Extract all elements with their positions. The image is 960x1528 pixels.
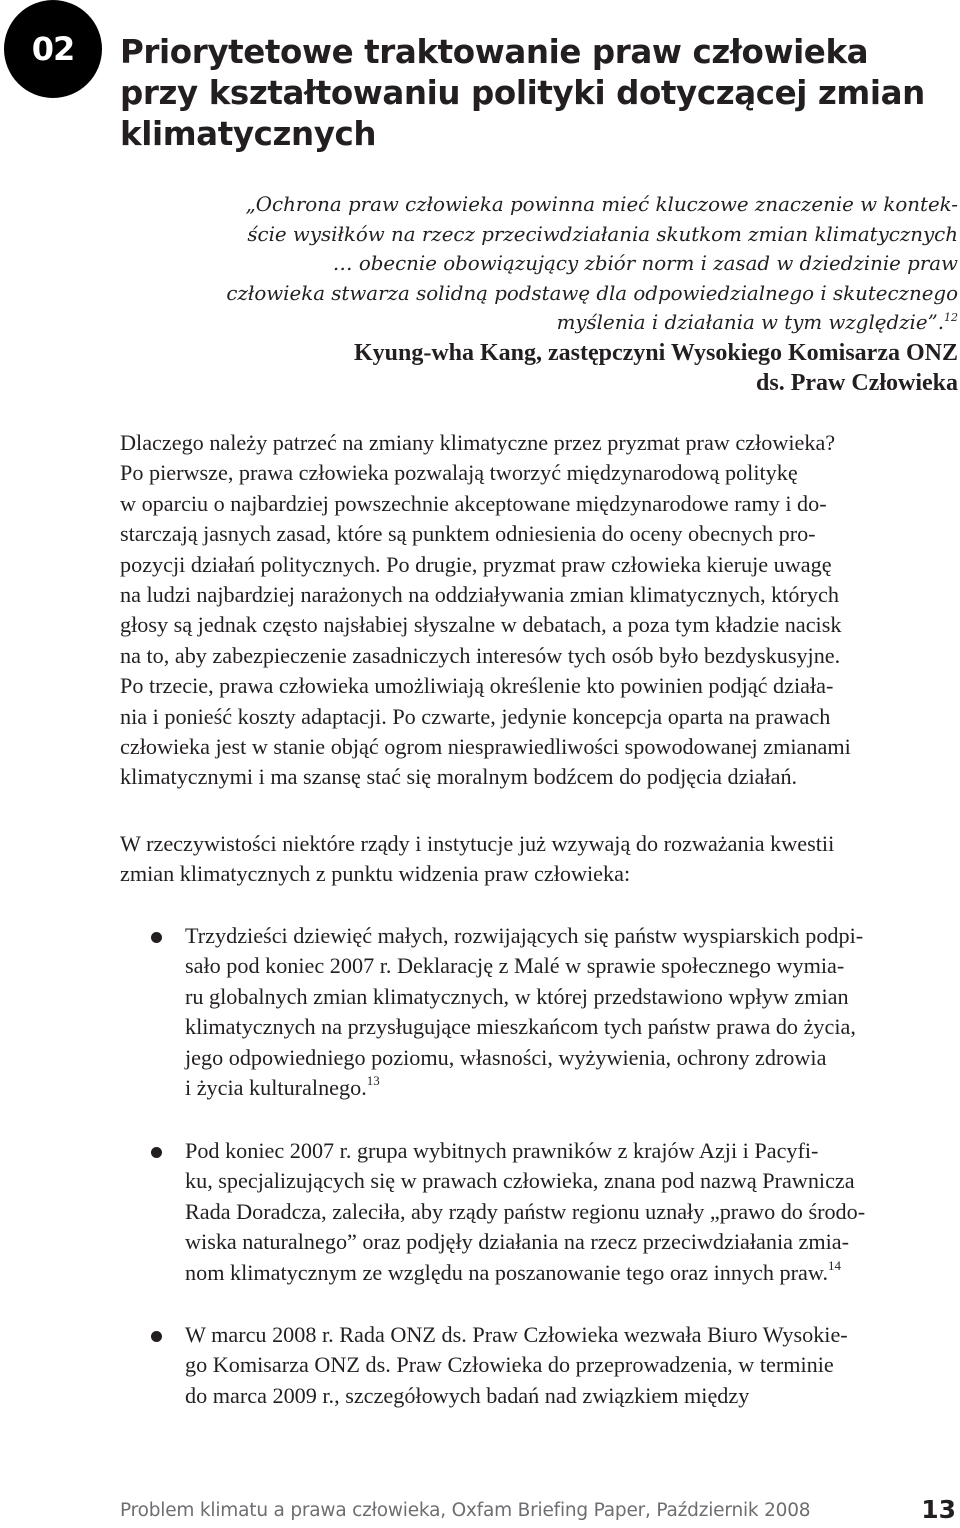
paragraph-line: klimatycznymi i ma szansę stać się moralnym bodźcem do podjęcia działań. (120, 764, 798, 790)
list-line: jego odpowiedniego poziomu, własności, wyżywienia, ochrony zdrowia (185, 1044, 827, 1070)
list-line: go Komisarza ONZ ds. Praw Człowieka do przeprowadzenia, w terminie (185, 1352, 834, 1378)
author-line: Kyung-wha Kang, zastępczyni Wysokiego Komisarza ONZ (353, 340, 958, 366)
paragraph-line: W rzeczywistości niektóre rządy i instytucje już wzywają do rozważania kwestii (120, 831, 835, 856)
title-line: klimatycznych (120, 115, 377, 153)
quote-line (120, 308, 958, 338)
author-line: ds. Praw Człowieka (756, 369, 958, 396)
list-line: Trzydzieści dziewięć małych, rozwijających się państw wyspiarskich podpi- (185, 923, 864, 948)
paragraph-line: nia i ponieść koszty adaptacji. Po czwarte, jedynie koncepcja oparta na prawach (120, 703, 831, 729)
footnote-marker: 13 (366, 1073, 380, 1089)
list-line: wiska naturalnego” oraz podjęły działania na rzecz przeciwdziałania zmia- (185, 1229, 850, 1255)
list-line (185, 1073, 863, 1103)
footnote-marker: 14 (828, 1257, 842, 1273)
quote-line: ście wysiłków na rzecz przeciwdziałania skutkom zmian klimatycznych (247, 222, 958, 246)
list-line: ru globalnych zmian klimatycznych, w której przedstawiono wpływ zmian (185, 983, 849, 1009)
list-line: do marca 2009 r., szczegółowych badań nad związkiem między (185, 1382, 750, 1408)
paragraph-line: Dlaczego należy patrzeć na zmiany klimatyczne przez pryzmat praw człowieka? (120, 430, 836, 455)
bullet-dot-icon (151, 1331, 162, 1342)
quote-line: człowieka stwarza solidną podstawę dla odpowiedzialnego i skutecznego (226, 281, 958, 305)
paragraph-line: na ludzi najbardziej narażonych na oddziaływania zmian klimatycznych, których (120, 582, 839, 608)
page-footer: Problem klimatu a prawa człowieka, Oxfam Briefing Paper, Październik 2008 (120, 1500, 811, 1521)
chapter-badge: 02 (4, 0, 102, 98)
list-line-text: nom klimatycznym ze względu na poszanowanie tego oraz innych praw. (185, 1259, 829, 1285)
body-paragraph (120, 428, 960, 793)
paragraph-line: na to, aby zabezpieczenie zasadniczych interesów tych osób było bezdyskusyjne. (120, 642, 841, 668)
paragraph-line: w oparciu o najbardziej powszechnie akceptowane międzynarodowe ramy i do- (120, 490, 827, 516)
bullet-dot-icon (151, 932, 162, 943)
paragraph-line: zmian klimatycznych z punktu widzenia praw człowieka: (120, 861, 631, 887)
quote-author (120, 339, 958, 398)
list-item-text (185, 921, 863, 1103)
list-line: ku, specjalizujących się w prawach człowieka, znana pod nazwą Prawnicza (185, 1168, 855, 1194)
list-item-text (185, 1136, 865, 1288)
epigraph-quote (120, 190, 958, 338)
paragraph-line: pozycji działań politycznych. Po drugie, pryzmat praw człowieka kieruje uwagę (120, 551, 832, 577)
list-line (185, 1258, 865, 1288)
quote-last-line: myślenia i działania w tym względzie”. (556, 311, 944, 334)
paragraph-line: człowieka jest w stanie objąć ogrom niesprawiedliwości spowodowanej zmianami (120, 734, 851, 760)
footnote-marker: 12 (944, 311, 958, 324)
paragraph-line: Po trzecie, prawa człowieka umożliwiają określenie kto powinien podjąć działa- (120, 673, 834, 699)
list-line: Rada Doradcza, zaleciła, aby rządy państw regionu uznały „prawo do środo- (185, 1198, 866, 1224)
page-number: 13 (921, 1495, 956, 1524)
quote-line: „Ochrona praw człowieka powinna mieć kluczowe znaczenie w kontek- (245, 193, 958, 216)
title-line: Priorytetowe traktowanie praw człowieka (120, 33, 869, 71)
list-line: W marcu 2008 r. Rada ONZ ds. Praw Człowieka wezwała Biuro Wysokie- (185, 1322, 848, 1347)
paragraph-line: starczają jasnych zasad, które są punktem odniesienia do oceny obecnych pro- (120, 521, 816, 547)
title-line: przy kształtowaniu polityki dotyczącej zmian (120, 74, 925, 112)
list-item-text (185, 1320, 848, 1411)
bullet-dot-icon (151, 1147, 162, 1158)
list-line: klimatycznych na przysługujące mieszkańcom tych państw prawa do życia, (185, 1014, 856, 1040)
paragraph-line: Po pierwsze, prawa człowieka pozwalają tworzyć międzynarodową politykę (120, 460, 798, 486)
list-line: Pod koniec 2007 r. grupa wybitnych prawników z krajów Azji i Pacyfi- (185, 1138, 819, 1163)
list-line-text: i życia kulturalnego. (185, 1075, 367, 1101)
quote-line: … obecnie obowiązujący zbiór norm i zasad w dziedzinie praw (332, 252, 958, 275)
body-paragraph (120, 829, 960, 890)
page-title (120, 32, 950, 155)
paragraph-line: głosy są jednak często najsłabiej słyszalne w debatach, a poza tym kładzie nacisk (120, 612, 842, 638)
list-line: sało pod koniec 2007 r. Deklarację z Malé w sprawie społecznego wymia- (185, 953, 845, 979)
